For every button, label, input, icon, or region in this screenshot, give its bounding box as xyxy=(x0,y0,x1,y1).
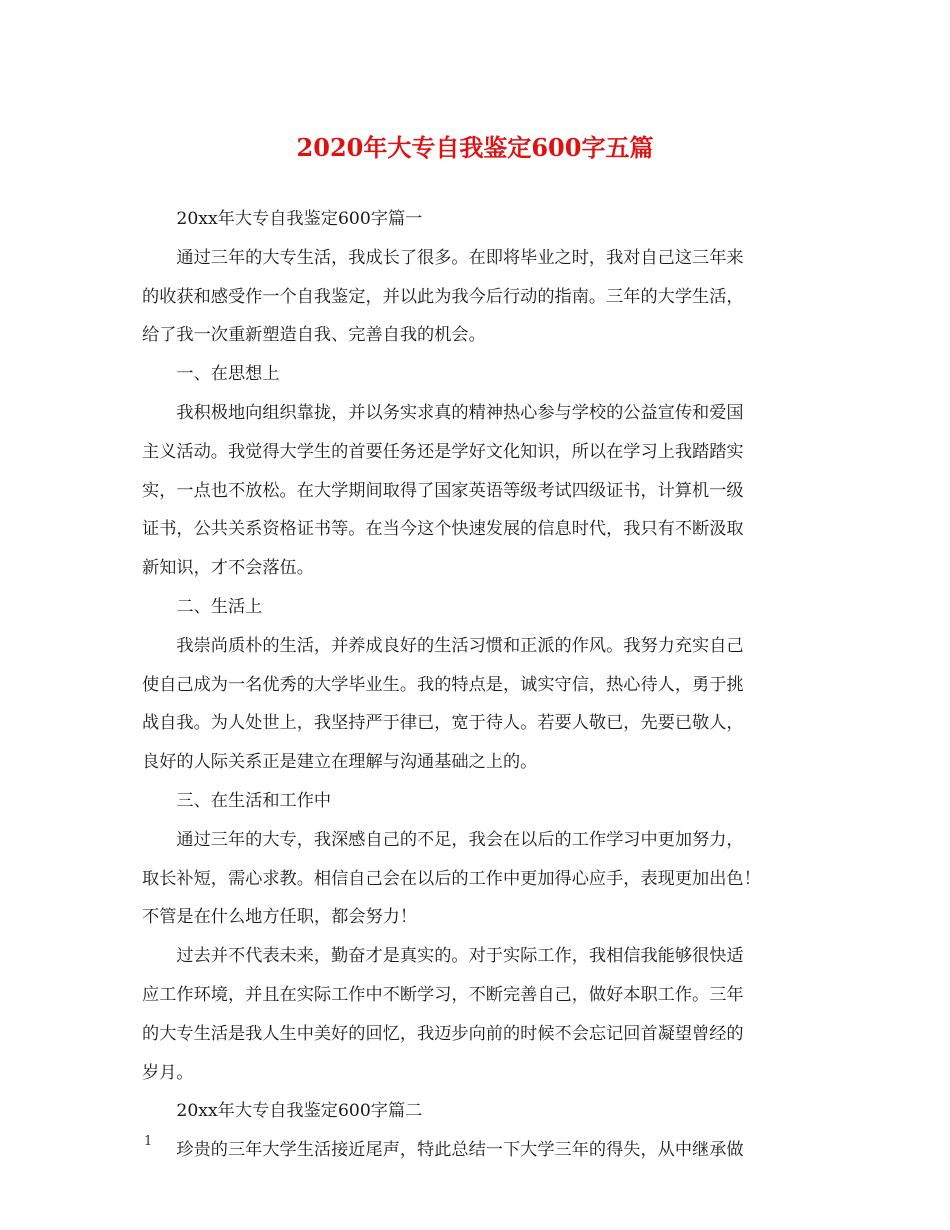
text-line: 使自己成为一名优秀的大学毕业生。我的特点是，诚实守信，热心待人，勇于挑 xyxy=(142,674,744,695)
paragraph xyxy=(142,200,810,239)
text-line: 的收获和感受作一个自我鉴定，并以此为我今后行动的指南。三年的大学生活， xyxy=(142,286,744,307)
text-line: 新知识，才不会落伍。 xyxy=(142,558,314,579)
paragraph xyxy=(142,239,810,355)
paragraph xyxy=(142,627,810,782)
text-line: 良好的人际关系正是建立在理解与沟通基础之上的。 xyxy=(142,752,538,773)
text-line: 岁月。 xyxy=(142,1062,194,1083)
paragraph xyxy=(142,937,810,1092)
paragraph xyxy=(142,588,810,627)
text-line: 20xx年大专自我鉴定600字篇二 xyxy=(176,1101,423,1122)
text-line: 三、在生活和工作中 xyxy=(176,790,332,811)
text-line: 证书，公共关系资格证书等。在当今这个快速发展的信息时代，我只有不断汲取 xyxy=(142,519,744,540)
text-line: 取长补短，需心求教。相信自己会在以后的工作中更加得心应手，表现更加出色！ xyxy=(142,868,761,889)
text-line: 珍贵的三年大学生活接近尾声，特此总结一下大学三年的得失，从中继承做 xyxy=(176,1140,744,1161)
page-number: 1 xyxy=(144,1134,153,1149)
text-line: 给了我一次重新塑造自我、完善自我的机会。 xyxy=(142,325,486,346)
text-line: 20xx年大专自我鉴定600字篇一 xyxy=(176,209,423,229)
text-line: 战自我。为人处世上，我坚持严于律已，宽于待人。若要人敬已，先要已敬人， xyxy=(142,713,744,734)
text-line: 过去并不代表未来，勤奋才是真实的。对于实际工作，我相信我能够很快适 xyxy=(176,946,744,967)
text-line: 我崇尚质朴的生活，并养成良好的生活习惯和正派的作风。我努力充实自己 xyxy=(176,635,744,656)
paragraph xyxy=(142,821,810,937)
text-line: 二、生活上 xyxy=(176,596,263,617)
paragraph xyxy=(142,394,810,588)
text-line: 不管是在什么地方任职，都会努力！ xyxy=(142,907,418,928)
paragraph xyxy=(142,355,810,394)
text-line: 一、在思想上 xyxy=(176,364,280,385)
text-line: 实，一点也不放松。在大学期间取得了国家英语等级考试四级证书，计算机一级 xyxy=(142,480,744,501)
text-line: 通过三年的大专，我深感自己的不足，我会在以后的工作学习中更加努力， xyxy=(176,829,744,850)
document-title: 2020年大专自我鉴定600字五篇 xyxy=(296,133,654,162)
text-line: 的大专生活是我人生中美好的回忆，我迈步向前的时候不会忘记回首凝望曾经的 xyxy=(142,1023,744,1044)
text-line: 通过三年的大专生活，我成长了很多。在即将毕业之时，我对自己这三年来 xyxy=(176,247,744,268)
document-body xyxy=(142,200,810,1170)
text-line: 我积极地向组织靠拢，并以务实求真的精神热心参与学校的公益宣传和爱国 xyxy=(176,402,744,423)
paragraph xyxy=(142,782,810,821)
paragraph xyxy=(142,1092,810,1131)
paragraph xyxy=(142,1131,810,1170)
text-line: 应工作环境，并且在实际工作中不断学习，不断完善自己，做好本职工作。三年 xyxy=(142,984,744,1005)
text-line: 主义活动。我觉得大学生的首要任务还是学好文化知识，所以在学习上我踏踏实 xyxy=(142,441,744,462)
